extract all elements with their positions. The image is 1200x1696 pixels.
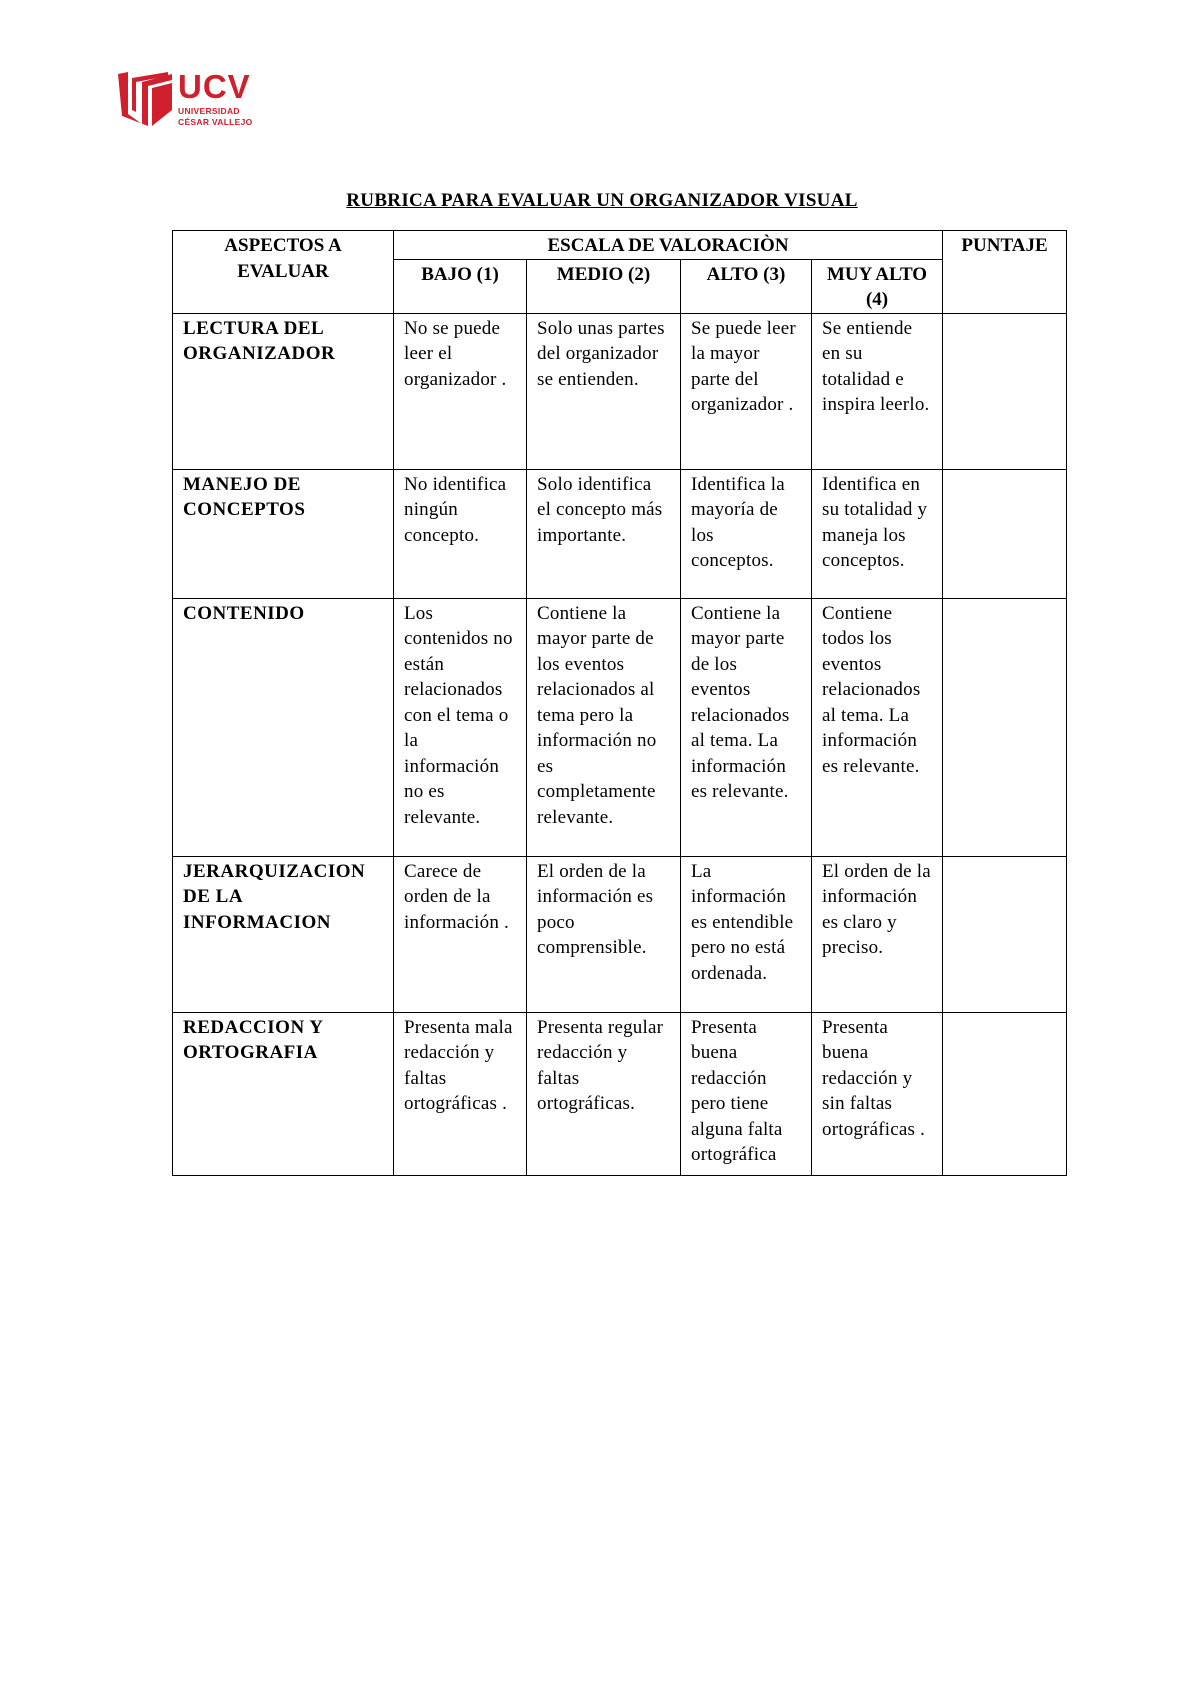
- score-cell: [943, 313, 1067, 469]
- ucv-logo: [118, 70, 258, 130]
- alto-cell: La información es entendible pero no está ordenada.: [681, 856, 812, 1012]
- aspect-cell: JERARQUIZACION DE LA INFORMACION: [173, 856, 394, 1012]
- logo-line-2: CÉSAR VALLEJO: [178, 117, 253, 127]
- header-aspects: ASPECTOS A EVALUAR: [173, 231, 394, 314]
- header-level-alto: ALTO (3): [681, 259, 812, 313]
- medio-cell: Presenta regular redacción y faltas ortográficas.: [527, 1012, 681, 1175]
- table-row: [173, 598, 1067, 856]
- bajo-cell: Presenta mala redacción y faltas ortográficas .: [394, 1012, 527, 1175]
- bajo-cell: No se puede leer el organizador .: [394, 313, 527, 469]
- header-row-1: [173, 231, 1067, 260]
- muy-alto-cell: Identifica en su totalidad y maneja los conceptos.: [812, 469, 943, 598]
- muy-alto-cell: Presenta buena redacción y sin faltas ortográficas .: [812, 1012, 943, 1175]
- table-row: [173, 469, 1067, 598]
- alto-cell: Contiene la mayor parte de los eventos relacionados al tema. La información es relevante.: [681, 598, 812, 856]
- header-scale: ESCALA DE VALORACIÒN: [394, 231, 943, 260]
- score-cell: [943, 598, 1067, 856]
- aspect-cell: MANEJO DE CONCEPTOS: [173, 469, 394, 598]
- aspect-cell: CONTENIDO: [173, 598, 394, 856]
- document-title: RUBRICA PARA EVALUAR UN ORGANIZADOR VISUAL: [346, 190, 858, 211]
- medio-cell: Contiene la mayor parte de los eventos relacionados al tema pero la información no es completamente relevante.: [527, 598, 681, 856]
- medio-cell: El orden de la información es poco comprensible.: [527, 856, 681, 1012]
- score-cell: [943, 856, 1067, 1012]
- header-level-muy-alto: MUY ALTO (4): [812, 259, 943, 313]
- alto-cell: Se puede leer la mayor parte del organizador .: [681, 313, 812, 469]
- medio-cell: Solo unas partes del organizador se entienden.: [527, 313, 681, 469]
- aspect-cell: REDACCION Y ORTOGRAFIA: [173, 1012, 394, 1175]
- score-cell: [943, 1012, 1067, 1175]
- header-level-bajo: BAJO (1): [394, 259, 527, 313]
- bajo-cell: Los contenidos no están relacionados con el tema o la información no es relevante.: [394, 598, 527, 856]
- ucv-shield-icon: [118, 70, 172, 126]
- muy-alto-cell: Contiene todos los eventos relacionados al tema. La información es relevante.: [812, 598, 943, 856]
- alto-cell: Presenta buena redacción pero tiene alguna falta ortográfica: [681, 1012, 812, 1175]
- aspect-cell: LECTURA DEL ORGANIZADOR: [173, 313, 394, 469]
- rubric-table: [172, 230, 1067, 1176]
- alto-cell: Identifica la mayoría de los conceptos.: [681, 469, 812, 598]
- muy-alto-cell: El orden de la información es claro y preciso.: [812, 856, 943, 1012]
- header-score: PUNTAJE: [943, 231, 1067, 314]
- logo-line-1: UNIVERSIDAD: [178, 106, 240, 116]
- table-row: [173, 313, 1067, 469]
- table-row: [173, 1012, 1067, 1175]
- header-level-medio: MEDIO (2): [527, 259, 681, 313]
- table-row: [173, 856, 1067, 1012]
- logo-brand: UCV: [178, 68, 251, 105]
- score-cell: [943, 469, 1067, 598]
- medio-cell: Solo identifica el concepto más importante.: [527, 469, 681, 598]
- bajo-cell: No identifica ningún concepto.: [394, 469, 527, 598]
- muy-alto-cell: Se entiende en su totalidad e inspira leerlo.: [812, 313, 943, 469]
- bajo-cell: Carece de orden de la información .: [394, 856, 527, 1012]
